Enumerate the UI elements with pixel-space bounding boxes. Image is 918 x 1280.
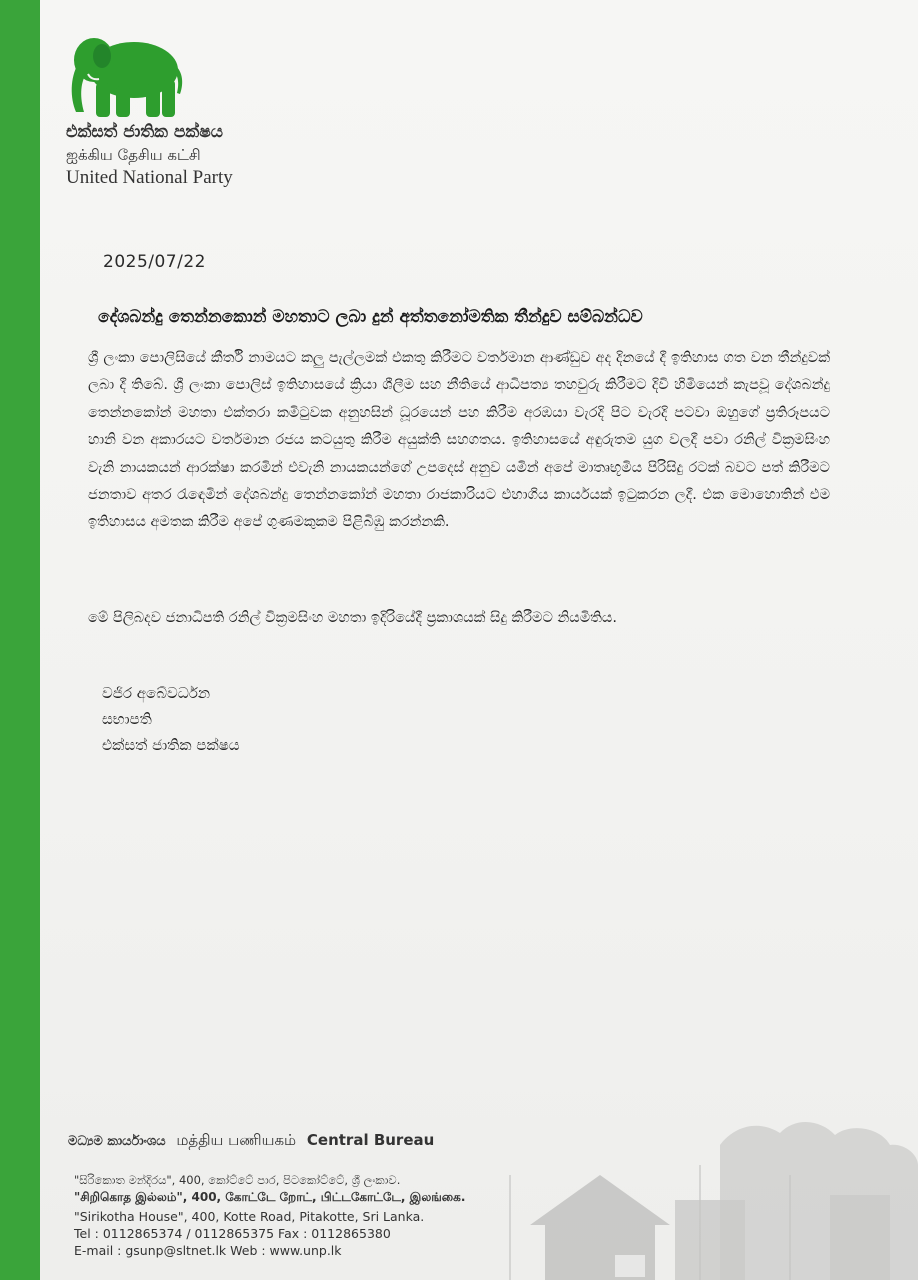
address-english: "Sirikotha House", 400, Kotte Road, Pitakotte, Sri Lanka. bbox=[74, 1209, 425, 1224]
sirikotha-house-watermark bbox=[490, 1105, 918, 1280]
party-name-sinhala: එක්සත් ජාතික පක්ෂය bbox=[66, 122, 223, 142]
body-paragraph: මේ පිලිබදව ජනාධිපති රනිල් වික්‍රමසිංහ මහතා ඉදිරියේදී ප්‍රකාශයක් සිදු කිරීමට නියමිතිය. bbox=[88, 610, 617, 626]
email-web: E-mail : gsunp@sltnet.lk Web : www.unp.lk bbox=[74, 1243, 342, 1258]
central-bureau-line bbox=[68, 1131, 434, 1151]
signatory-name: වජිර අබේවර්ධන bbox=[102, 684, 211, 702]
bureau-sinhala: මධ්‍යම කාර්යාංශය bbox=[68, 1134, 166, 1149]
body-paragraph: ශ්‍රී ලංකා පොලිසියේ කීර්ති නාමයට කලු පැල්ලමක් එකතු කිරීමට වර්තමාන ආණ්ඩුව අද දිනයේ දී ඉතිහාස ගත වන තීන්දුවක් ලබා දී තිබේ. ශ්‍රී ලංකා පොලිස් ඉතිහාසයේ ක්‍රියා ශීලීම සහ නීතියේ ආධිපත්‍ය තහවුරු කිරීමට දිවි හිමියෙන් කැපවූ දේශබන්දු තෙන්නකෝන් මහතා එක්තරා කමිටුවක අනුහසින් ධූරයෙන් පහ කිරීම අරඹයා වැරදි පිට වැරදි පටවා ඔහුගේ ප්‍රතිරූපයට හානි වන අකාරයට වර්තමාන රජය කටයුතු කිරීම අයුක්ති සහගතය. ඉතිහාසයේ අඳුරුතම යුග වලදී පවා රනිල් වික්‍රමසිංහ වැනි නායකයන් ආරක්ෂා කරමින් එවැනි නායකයන්ගේ උපදෙස් අනුව යමින් අපේ මාතෘභූමිය පිරිසිදු රටක් බවට පත් කිරීමට ජනතාව අතර රැඳෙමින් දේශබන්දු තෙන්නකෝන් මහතා රාජකාරියට එහාගිය කාර්යයක් ඉටුකරන ලදී. එක මොහොතින් එම ඉතිහාසය අමතක කිරීම අපේ ගුණමකුකම පිළිබිඹු කරන්නකි. bbox=[88, 350, 830, 531]
address-sinhala: "සිරිකොත මන්දිරය", 400, කෝට්ටේ පාර, පිටකෝට්ටේ, ශ්‍රී ලංකාව. bbox=[74, 1173, 401, 1187]
phone-fax: Tel : 0112865374 / 0112865375 Fax : 0112865380 bbox=[74, 1226, 391, 1241]
letter-subject: දේශබන්දු තෙන්නකොන් මහතාට ලබා දුන් අත්තනෝමතික තීන්දුව සම්බන්ධව bbox=[98, 307, 643, 327]
party-name-tamil: ஐக்கிய தேசிய கட்சி bbox=[66, 146, 201, 164]
signatory-title: සභාපති bbox=[102, 710, 152, 728]
green-margin-bar bbox=[0, 0, 40, 1280]
party-name-english: United National Party bbox=[66, 167, 233, 188]
elephant-icon bbox=[66, 28, 186, 123]
signatory-organization: එක්සත් ජාතික පක්ෂය bbox=[102, 736, 240, 754]
bureau-english: Central Bureau bbox=[306, 1131, 435, 1149]
address-tamil: "சிறிகொத இல்லம்", 400, கோட்டே றோட், பிட்டகோட்டே, இலங்கை. bbox=[74, 1190, 466, 1204]
bureau-tamil: மத்திய பணியகம் bbox=[176, 1131, 297, 1149]
letter-date: 2025/07/22 bbox=[103, 252, 206, 272]
